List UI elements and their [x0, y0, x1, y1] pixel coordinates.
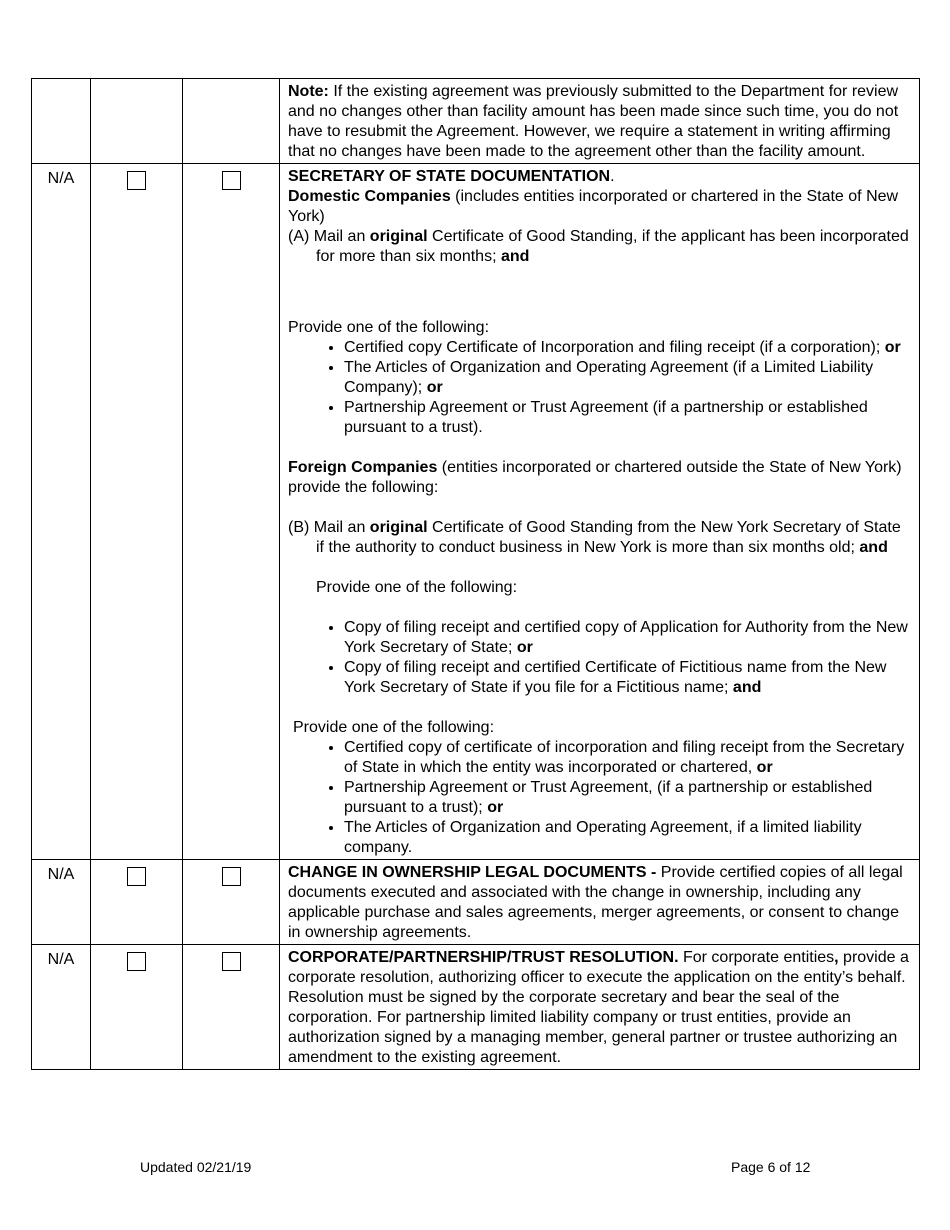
list-item: • Copy of filing receipt and certified copy of Application for Authority from the New York Secretary of State; or: [344, 618, 911, 658]
provide-one-label: Provide one of the following:: [288, 319, 490, 336]
na-label: N/A: [32, 945, 91, 1070]
foreign-list-2: [288, 738, 911, 858]
table-row-resolution: [32, 945, 920, 1070]
provide-one-label: Provide one of the following:: [316, 579, 518, 596]
checkbox-cell: [91, 79, 183, 164]
item-b: (B) Mail an original Certificate of Good Standing from the New York Secretary of State if the authority to conduct business in New York is more than six months old; and: [288, 519, 901, 556]
note-paragraph: [288, 82, 911, 162]
provide-one-label: Provide one of the following:: [293, 719, 495, 736]
resolution-paragraph: CORPORATE/PARTNERSHIP/TRUST RESOLUTION. For corporate entities, provide a corporate resolution, authorizing officer to execute the application on the entity’s behalf. Resolution must be signed by the corporate secretary and bear the seal of the corporation. For partnership limited liability company or trust entities, provide an authorization signed by a managing member, general partner or trustee authorizing an amendment to the existing agreement.: [288, 949, 909, 1066]
checkbox-2[interactable]: [222, 867, 241, 886]
checkbox-1[interactable]: [127, 171, 146, 190]
table-row-note: [32, 79, 920, 164]
change-in-ownership-cell: [280, 860, 920, 945]
domestic-list: [288, 338, 911, 438]
list-item: • Certified copy Certificate of Incorporation and filing receipt (if a corporation); or: [344, 338, 911, 358]
foreign-paragraph: Foreign Companies (entities incorporated or chartered outside the State of New York) provide the following:: [288, 459, 902, 496]
foreign-list: [288, 618, 911, 698]
table-row-change-in-ownership: [32, 860, 920, 945]
note-text: If the existing agreement was previously submitted to the Department for review and no changes other than facility amount has been made since such time, you do not have to resubmit the Agreement. However, we require a statement in writing affirming that no changes have been made to the agreement other than the facility amount.: [288, 83, 899, 160]
checkbox-1[interactable]: [127, 952, 146, 971]
checklist-table: [31, 78, 920, 1070]
checkbox-cell: [91, 164, 183, 860]
checkbox-cell: [91, 945, 183, 1070]
secretary-of-state-cell: [280, 164, 920, 860]
item-a: (A) Mail an original Certificate of Good Standing, if the applicant has been incorporated for more than six months; and: [288, 228, 909, 265]
list-item: • The Articles of Organization and Operating Agreement, if a limited liability company.: [344, 818, 911, 858]
checkbox-cell: [183, 164, 280, 860]
list-item: • Certified copy of certificate of incorporation and filing receipt from the Secretary of State in which the entity was incorporated or chartered, or: [344, 738, 911, 778]
checkbox-1[interactable]: [127, 867, 146, 886]
footer-page-number: Page 6 of 12: [731, 1159, 811, 1175]
section-title: SECRETARY OF STATE DOCUMENTATION.: [288, 168, 615, 185]
footer-updated: Updated 02/21/19: [140, 1159, 252, 1175]
note-cell: [280, 79, 920, 164]
checkbox-cell: [183, 945, 280, 1070]
checkbox-2[interactable]: [222, 171, 241, 190]
change-in-ownership-paragraph: CHANGE IN OWNERSHIP LEGAL DOCUMENTS - Provide certified copies of all legal documents executed and associated with the change in ownership, including any applicable purchase and sales agreements, merger agreements, or consent to change in ownership agreements.: [288, 864, 903, 941]
na-label: N/A: [32, 164, 91, 860]
note-label: Note:: [288, 83, 329, 100]
list-item: • Copy of filing receipt and certified Certificate of Fictitious name from the New York Secretary of State if you file for a Fictitious name; and: [344, 658, 911, 698]
list-item: • The Articles of Organization and Operating Agreement (if a Limited Liability Company); or: [344, 358, 911, 398]
checkbox-2[interactable]: [222, 952, 241, 971]
list-item: • Partnership Agreement or Trust Agreement (if a partnership or established pursuant to a trust).: [344, 398, 911, 438]
checkbox-cell: [91, 860, 183, 945]
table-row-secretary-of-state: [32, 164, 920, 860]
na-cell: [32, 79, 91, 164]
resolution-cell: [280, 945, 920, 1070]
checkbox-cell: [183, 79, 280, 164]
domestic-paragraph: Domestic Companies (includes entities incorporated or chartered in the State of New York): [288, 188, 899, 225]
na-label: N/A: [32, 860, 91, 945]
checkbox-cell: [183, 860, 280, 945]
list-item: • Partnership Agreement or Trust Agreement, (if a partnership or established pursuant to a trust); or: [344, 778, 911, 818]
